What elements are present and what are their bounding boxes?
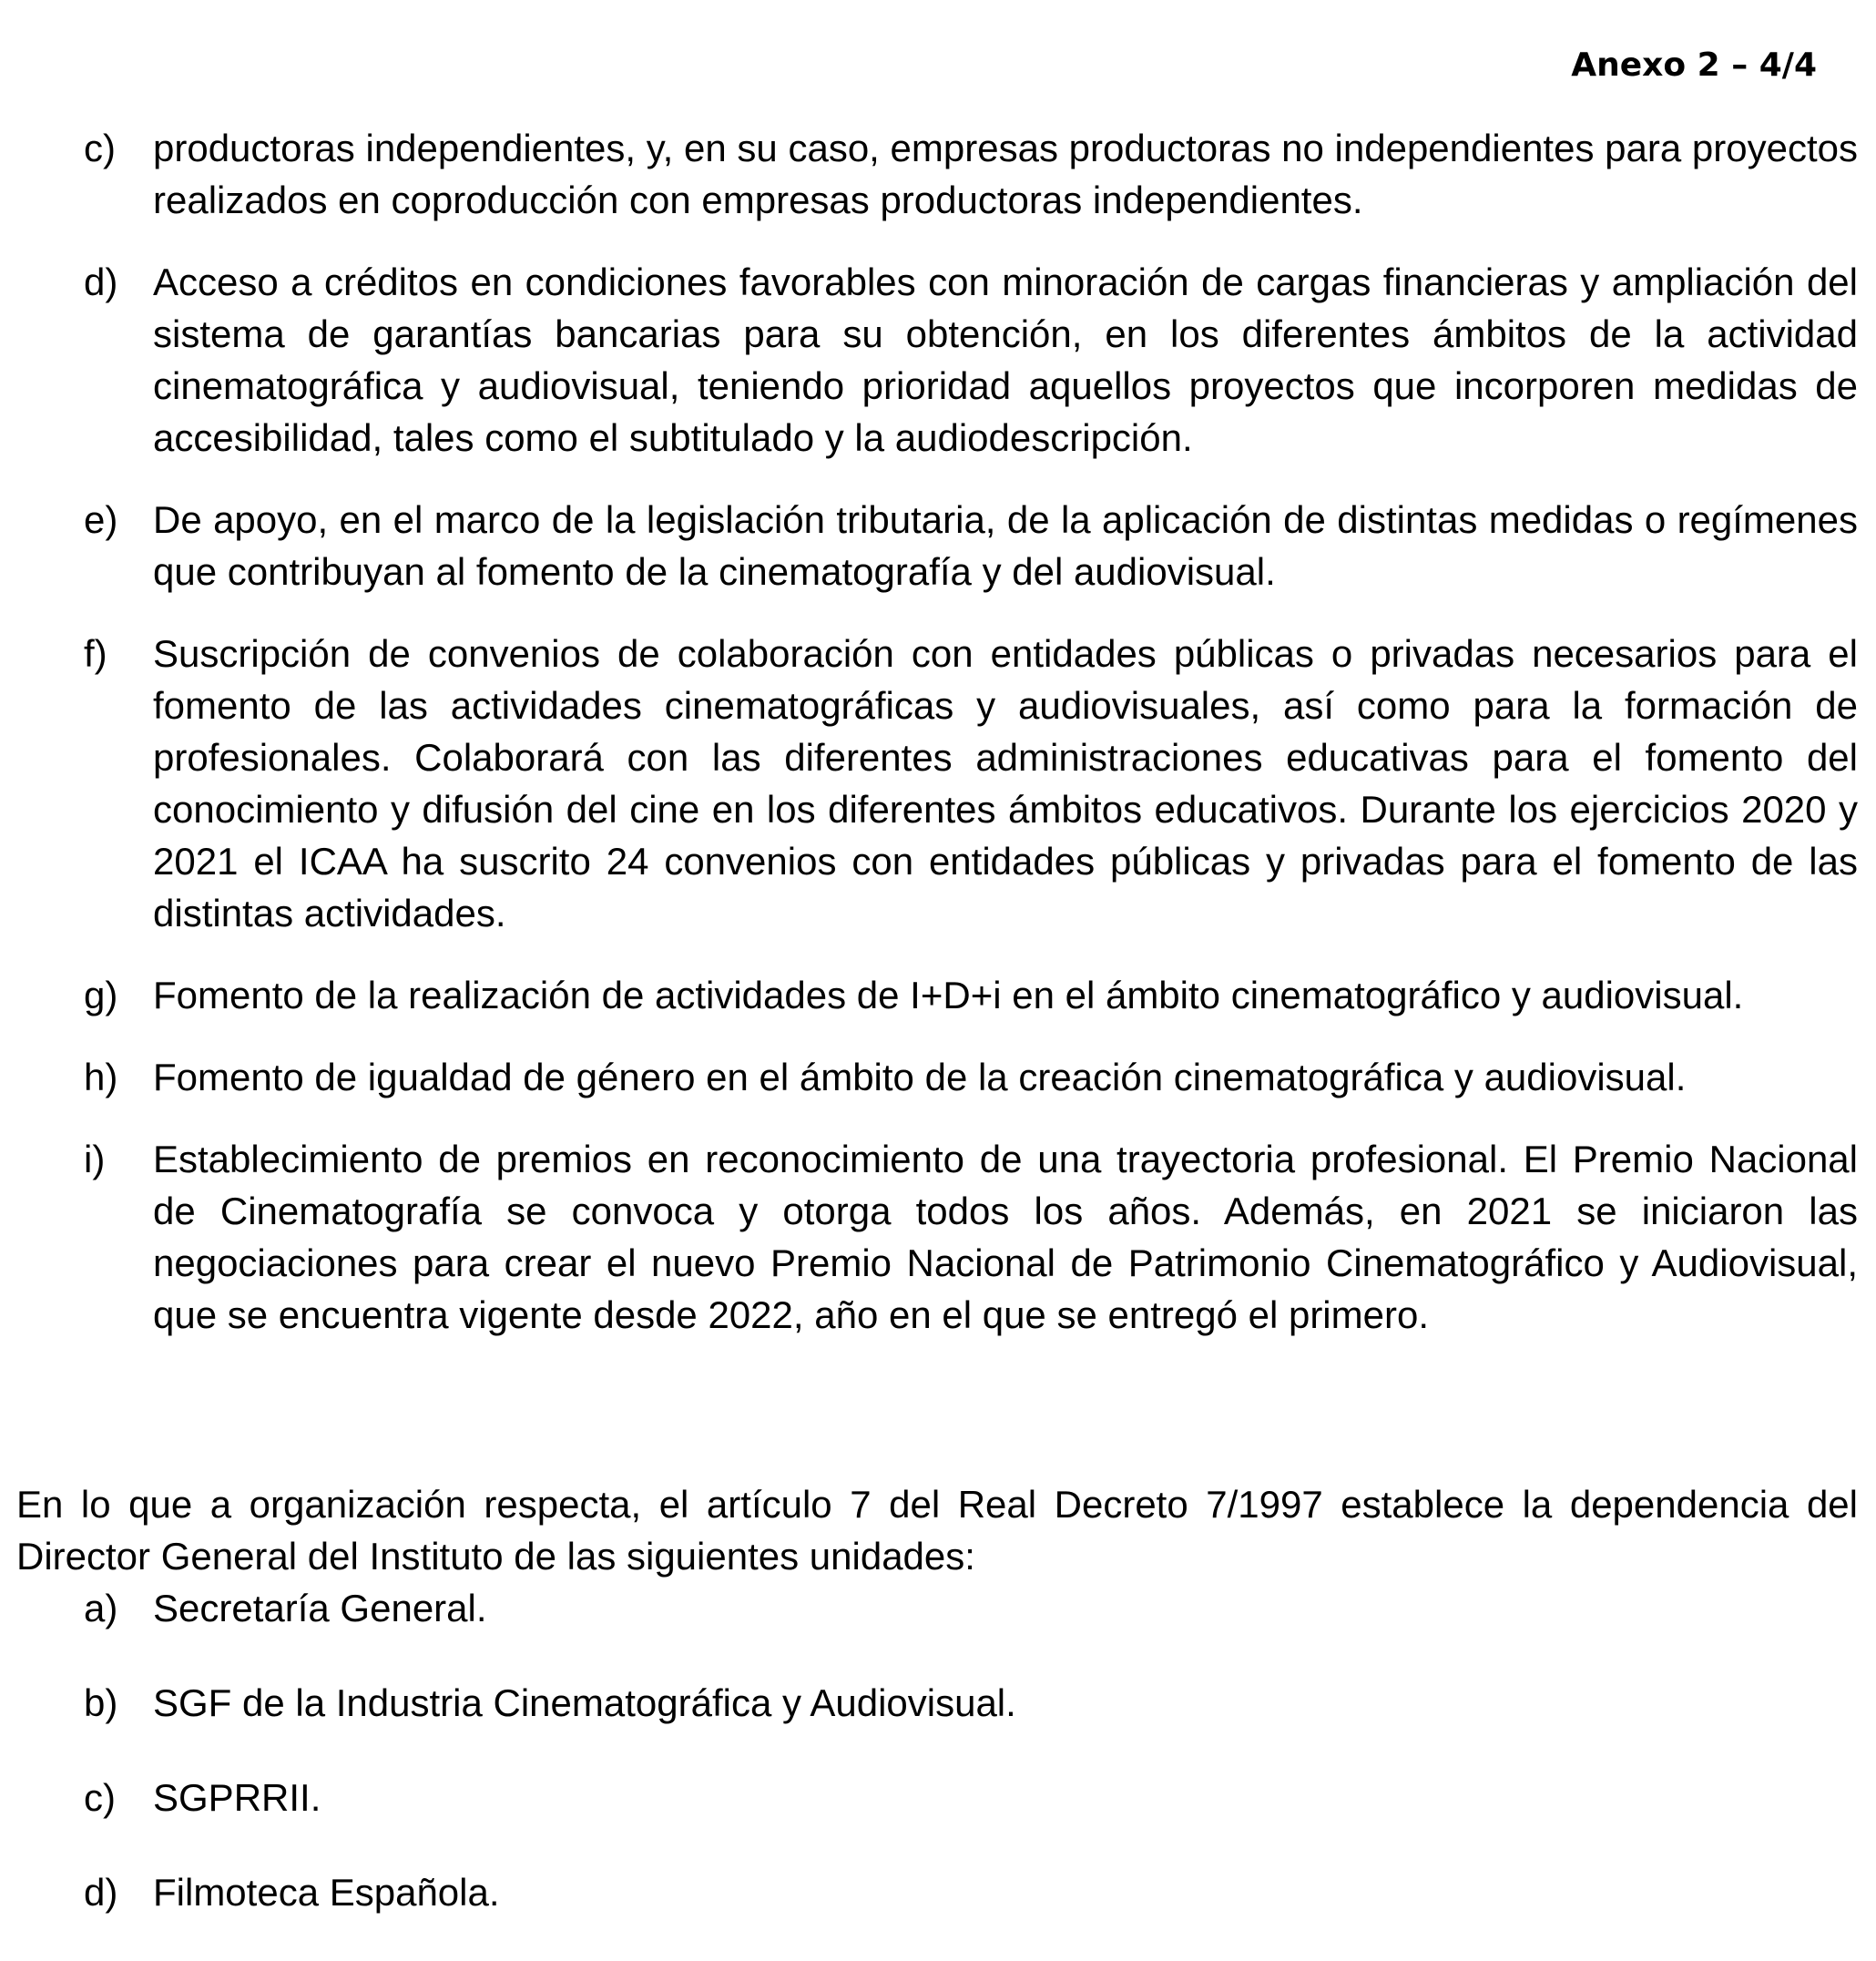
list-item-marker: c)	[84, 127, 116, 169]
list-item	[84, 1051, 1858, 1103]
list-item	[84, 969, 1858, 1021]
list-item-text: De apoyo, en el marco de la legislación tributaria, de la aplicación de distintas medidas o regímenes que contribuyan al fomento de la cinematografía y del audiovisual.	[153, 498, 1858, 593]
list-item-text: Fomento de igualdad de género en el ámbito de la creación cinematográfica y audiovisual.	[153, 1056, 1687, 1098]
competencies-list	[84, 122, 1858, 1371]
annex-page-label: Anexo 2 – 4/4	[1571, 46, 1817, 84]
list-item	[84, 628, 1858, 939]
list-item-marker: c)	[84, 1776, 116, 1819]
list-item-text: Fomento de la realización de actividades de I+D+i en el ámbito cinematográfico y audiovisual.	[153, 974, 1744, 1016]
organization-paragraph: En lo que a organización respecta, el artículo 7 del Real Decreto 7/1997 establece la dependencia del Director General del Instituto de las siguientes unidades:	[16, 1483, 1858, 1578]
list-item-text: SGPRRII.	[153, 1776, 321, 1819]
list-item-marker: d)	[84, 260, 118, 303]
list-item-text: Establecimiento de premios en reconocimiento de una trayectoria profesional. El Premio Nacional de Cinematografía se convoca y otorga todos los años. Además, en 2021 se iniciaron las negociaciones para crear el nuevo Premio Nacional de Patrimonio Cinematográfico y Audiovisual, que se encuentra vigente desde 2022, año en el que se entregó el primero.	[153, 1138, 1858, 1336]
list-item-text: Secretaría General.	[153, 1587, 487, 1629]
list-item-text: SGF de la Industria Cinematográfica y Audiovisual.	[153, 1681, 1016, 1724]
list-item	[84, 1772, 1858, 1823]
list-item-marker: g)	[84, 974, 118, 1016]
list-item-marker: a)	[84, 1587, 118, 1629]
list-item	[84, 1582, 1858, 1634]
list-item-text: productoras independientes, y, en su caso, empresas productoras no independientes para proyectos realizados en coproducción con empresas productoras independientes.	[153, 127, 1858, 221]
list-item-marker: i)	[84, 1138, 106, 1180]
list-item	[84, 494, 1858, 597]
list-item-text: Acceso a créditos en condiciones favorables con minoración de cargas financieras y ampliación del sistema de garantías bancarias para su obtención, en los diferentes ámbitos de la actividad cinematográfica y audiovisual, teniendo prioridad aquellos proyectos que incorporen medidas de accesibilidad, tales como el subtitulado y la audiodescripción.	[153, 260, 1858, 459]
list-item-marker: d)	[84, 1871, 118, 1914]
list-item-text: Filmoteca Española.	[153, 1871, 500, 1914]
list-item-marker: e)	[84, 498, 118, 541]
list-item	[84, 122, 1858, 226]
list-item-text: Suscripción de convenios de colaboración con entidades públicas o privadas necesarios para el fomento de las actividades cinematográficas y audiovisuales, así como para la formación de profesionales. Colaborará con las diferentes administraciones educativas para el fomento del conocimiento y difusión del cine en los diferentes ámbitos educativos. Durante los ejercicios 2020 y 2021 el ICAA ha suscrito 24 convenios con entidades públicas y privadas para el fomento de las distintas actividades.	[153, 632, 1858, 935]
list-item-marker: b)	[84, 1681, 118, 1724]
list-item	[84, 1866, 1858, 1918]
list-item-marker: h)	[84, 1056, 118, 1098]
list-item-marker: f)	[84, 632, 107, 675]
units-list	[84, 1582, 1858, 1961]
list-item	[84, 1133, 1858, 1341]
list-item	[84, 256, 1858, 464]
list-item	[84, 1677, 1858, 1729]
